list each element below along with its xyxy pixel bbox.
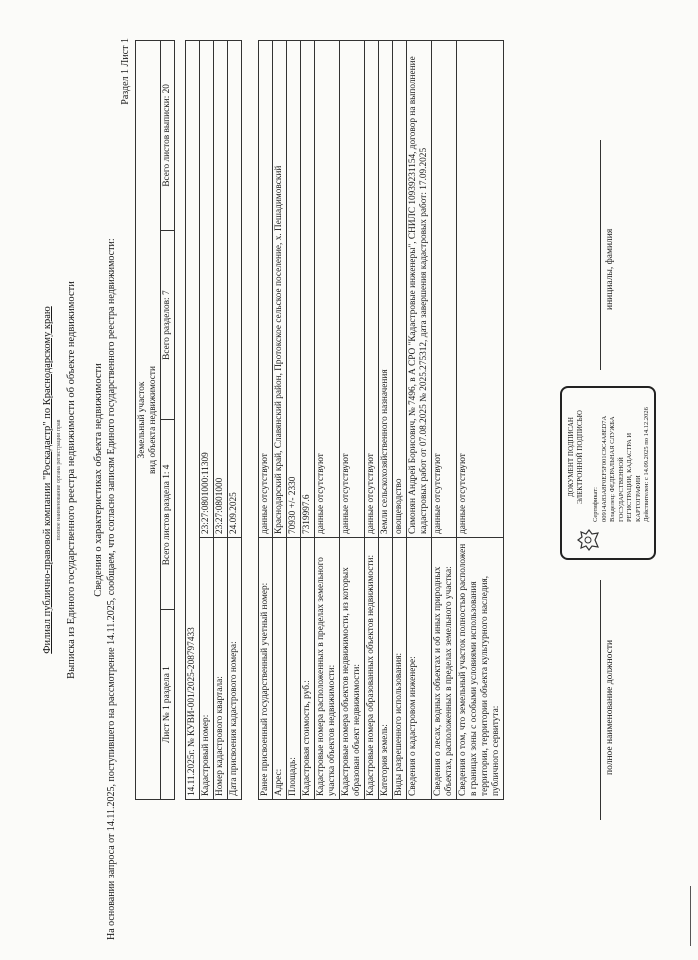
table-row	[365, 41, 379, 800]
row-label: Кадастровые номера образованных объектов недвижимости:	[365, 538, 379, 800]
document-title: Выписка из Единого государственного реестра недвижимости об объекте недвижимости	[66, 281, 77, 679]
row-value: данные отсутствуют	[340, 41, 365, 538]
table-row	[457, 41, 504, 800]
position-caption: полное наименование должности	[605, 639, 615, 775]
row-value: данные отсутствуют	[432, 41, 457, 538]
row-label: Адрес:	[273, 538, 287, 800]
electronic-signature-stamp	[560, 386, 656, 560]
stamp-owner-2: РЕГИСТРАЦИИ, КАДАСТРА И КАРТОГРАФИИ	[626, 432, 642, 522]
summary-table	[135, 40, 175, 800]
row-label: Ранее присвоенный государственный учетный номер:	[259, 538, 273, 800]
table-row	[379, 41, 393, 800]
row-value: Симонян Андрей Борисович, № 7496, в А СРО "Кадастровые инженеры", СНИЛС 10939231154, договор на выполнение кадастровых работ от 07.08.2025 № 2025.275312, дата завершения кадастровых работ: 17.09.2025	[407, 41, 432, 538]
request-basis: На основании запроса от 14.11.2025, поступившего на рассмотрение 14.11.2025, сообщаем, что согласно записям Единого государственного реестра недвижимости:	[106, 238, 117, 940]
row-value: данные отсутствуют	[315, 41, 340, 538]
row-value: данные отсутствуют	[365, 41, 379, 538]
row-label: Номер кадастрового квартала:	[214, 538, 228, 800]
table-row	[228, 41, 242, 800]
coat-of-arms-icon	[576, 528, 602, 552]
cadastral-quarter: 23:27:0801000	[214, 41, 228, 538]
table-row	[407, 41, 432, 800]
row-label: Сведения о лесах, водных объектах и об иных природных объектах, расположенных в пределах земельного участка:	[432, 538, 457, 800]
name-caption: инициалы, фамилия	[605, 228, 615, 310]
identification-table	[185, 40, 242, 800]
row-label: Категория земель:	[379, 538, 393, 800]
row-label: Сведения о том, что земельный участок полностью расположен в границах зоны с особыми условиями использования территории, территории объекта культурного наследия, публичного сервитута:	[457, 538, 504, 800]
characteristics-table	[258, 40, 504, 800]
sheet-number: Лист № 1 раздела 1	[161, 610, 175, 800]
sheets-total: Всего листов выписки: 20	[161, 41, 175, 231]
stamp-certificate: Сертификат: 00914A83A8F0EF5F001C9C4A8ED7A	[592, 415, 608, 522]
row-label: Кадастровые номера расположенных в пределах земельного участка объектов недвижимости:	[315, 538, 340, 800]
stamp-owner: Владелец: ФЕДЕРАЛЬНАЯ СЛУЖБА ГОСУДАРСТВЕННОЙ	[609, 416, 625, 522]
table-row	[214, 41, 228, 800]
table-row	[259, 41, 273, 800]
row-value: овощеводство	[393, 41, 407, 538]
row-value: данные отсутствуют	[259, 41, 273, 538]
row-label: Кадастровая стоимость, руб.:	[301, 538, 315, 800]
table-row	[340, 41, 365, 800]
stamp-line-2: ЭЛЕКТРОННОЙ ПОДПИСЬЮ	[575, 410, 584, 504]
object-type-cell	[136, 41, 161, 800]
row-value: Краснодарский край, Славянский район, Протокское сельское поселение, х. Пешадимовский	[273, 41, 287, 538]
row-value: 7319997.6	[301, 41, 315, 538]
object-type: Земельный участок	[137, 381, 147, 459]
position-signature-line	[600, 580, 601, 820]
sections-total: Всего разделов: 7	[161, 230, 175, 420]
organization-name: Филиал публично-правовой компании "Роскадастр" по Краснодарскому краю	[42, 306, 53, 654]
scan-artifact-line	[690, 886, 691, 946]
row-label: Кадастровые номера объектов недвижимости, из которых образован объект недвижимости:	[340, 538, 365, 800]
row-value: 70930 +/- 2330	[287, 41, 301, 538]
extract-number: 14.11.2025г. № КУВИ-001/2025-208797433	[186, 41, 200, 800]
table-row	[186, 41, 200, 800]
row-label: Виды разрешенного использования:	[393, 538, 407, 800]
table-row	[315, 41, 340, 800]
row-value: Земли сельскохозяйственного назначения	[379, 41, 393, 538]
name-signature-line	[600, 140, 601, 370]
section-heading: Сведения о характеристиках объекта недвижимости	[93, 363, 104, 597]
table-row	[393, 41, 407, 800]
organization-caption: полное наименование органа регистрации прав	[56, 419, 62, 541]
table-row	[432, 41, 457, 800]
stamp-line-1: ДОКУМЕНТ ПОДПИСАН	[567, 417, 575, 497]
stamp-validity: Действителен: с 14.09.2025 по 14.12.2026	[643, 407, 650, 522]
row-label: Дата присвоения кадастрового номера:	[228, 538, 242, 800]
assignment-date: 24.09.2025	[228, 41, 242, 538]
table-row	[273, 41, 287, 800]
table-row	[287, 41, 301, 800]
table-row	[301, 41, 315, 800]
table-row	[200, 41, 214, 800]
row-label: Площадь:	[287, 538, 301, 800]
section-label: Раздел 1 Лист 1	[120, 38, 131, 105]
cadastral-number: 23:27:0801000:11309	[200, 41, 214, 538]
row-label: Сведения о кадастровом инженере:	[407, 538, 432, 800]
row-label: Кадастровый номер:	[200, 538, 214, 800]
row-value: данные отсутствуют	[457, 41, 504, 538]
sheets-in-section: Всего листов раздела 1: 4	[161, 420, 175, 610]
object-type-caption: вид объекта недвижимости	[148, 366, 158, 474]
